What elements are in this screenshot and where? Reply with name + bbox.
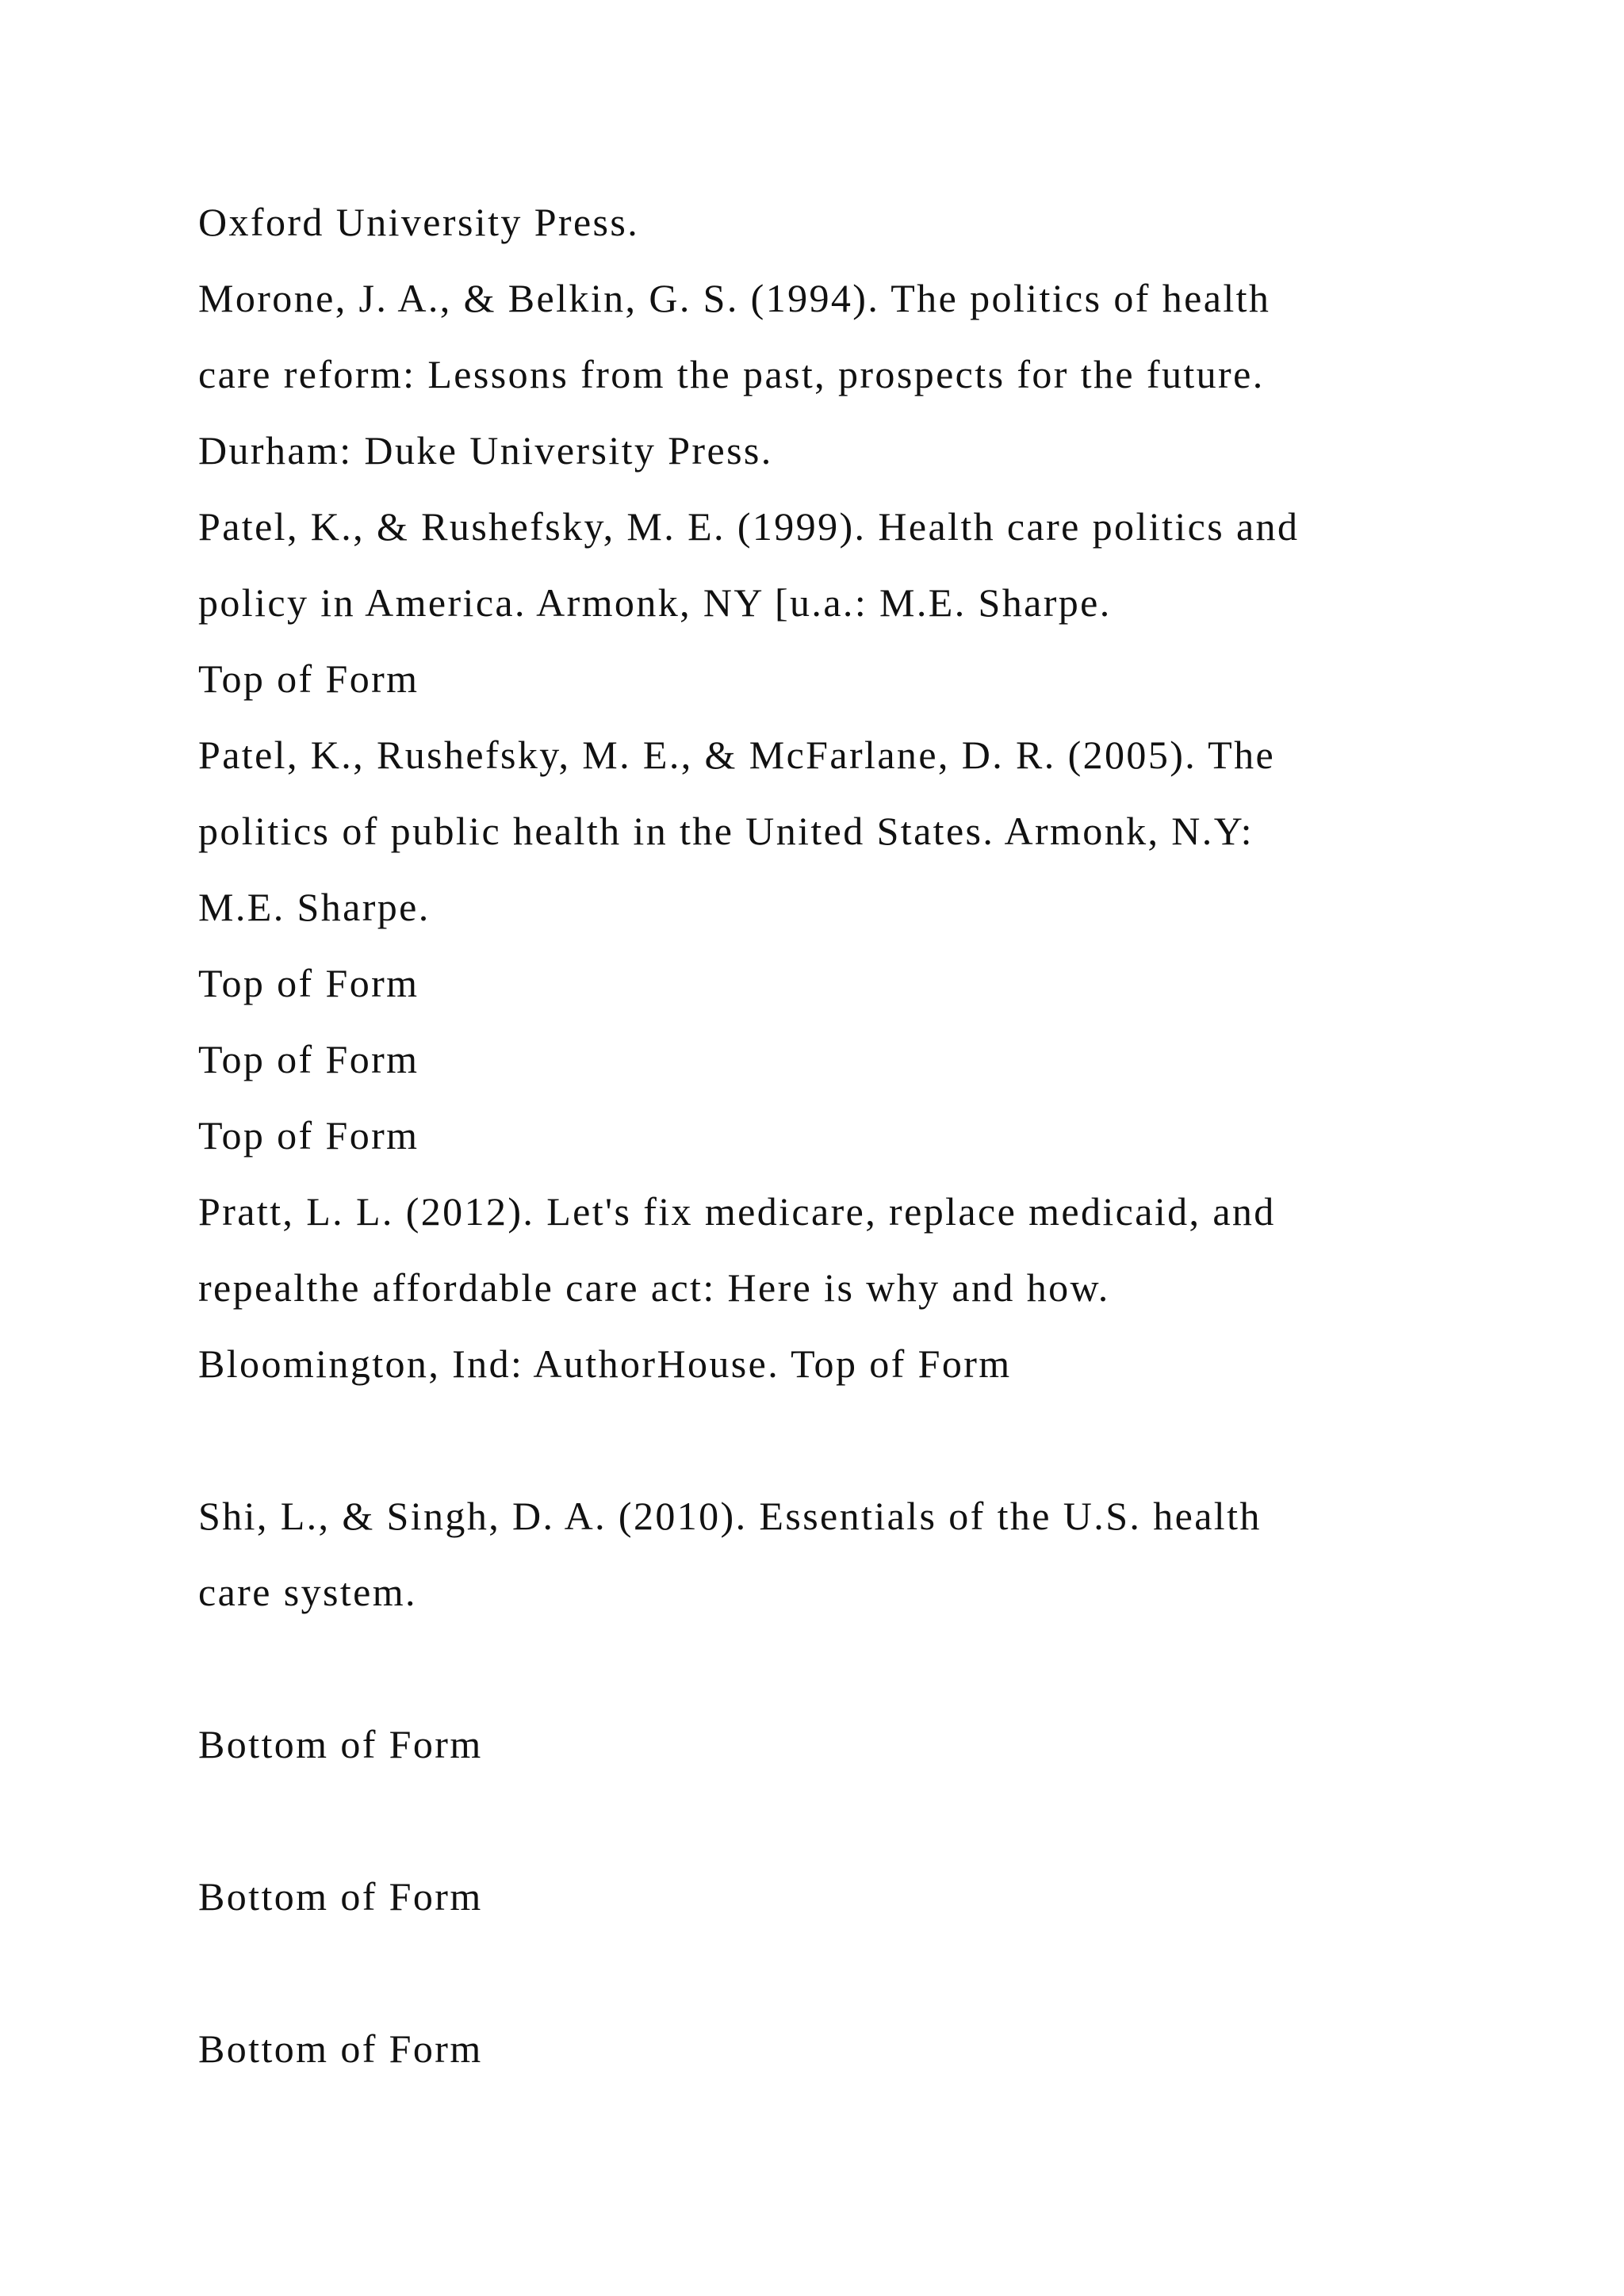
reference-line: M.E. Sharpe.	[198, 885, 431, 929]
reference-line: politics of public health in the United States. Armonk, N.Y:	[198, 809, 1254, 853]
reference-line: Shi, L., & Singh, D. A. (2010). Essentials of the U.S. health	[198, 1494, 1262, 1538]
form-marker: Bottom of Form	[198, 1722, 483, 1766]
form-marker: Top of Form	[198, 656, 419, 701]
reference-line: care system.	[198, 1570, 417, 1614]
form-marker: Top of Form	[198, 1113, 419, 1158]
reference-line: Morone, J. A., & Belkin, G. S. (1994). The politics of health	[198, 276, 1271, 320]
blank-line	[198, 1402, 1507, 1478]
reference-line: Patel, K., Rushefsky, M. E., & McFarlane, D. R. (2005). The	[198, 733, 1276, 777]
reference-line: Patel, K., & Rushefsky, M. E. (1999). Health care politics and	[198, 504, 1300, 549]
form-marker: Top of Form	[198, 961, 419, 1005]
reference-line: Durham: Duke University Press.	[198, 428, 773, 473]
blank-line	[198, 1934, 1507, 2011]
reference-line: Oxford University Press.	[198, 200, 640, 244]
form-marker: Bottom of Form	[198, 2026, 483, 2071]
reference-line: repealthe affordable care act: Here is why and how.	[198, 1265, 1110, 1310]
reference-line: care reform: Lessons from the past, prospects for the future.	[198, 352, 1265, 396]
reference-line: Pratt, L. L. (2012). Let's fix medicare, replace medicaid, and	[198, 1189, 1276, 1234]
blank-line	[198, 1630, 1507, 1706]
reference-line: policy in America. Armonk, NY [u.a.: M.E. Sharpe.	[198, 580, 1112, 625]
blank-line	[198, 1782, 1507, 1858]
reference-line: Bloomington, Ind: AuthorHouse. Top of Form	[198, 1341, 1012, 1386]
form-marker: Bottom of Form	[198, 1874, 483, 1919]
form-marker: Top of Form	[198, 1037, 419, 1081]
reference-list	[198, 184, 1507, 2087]
